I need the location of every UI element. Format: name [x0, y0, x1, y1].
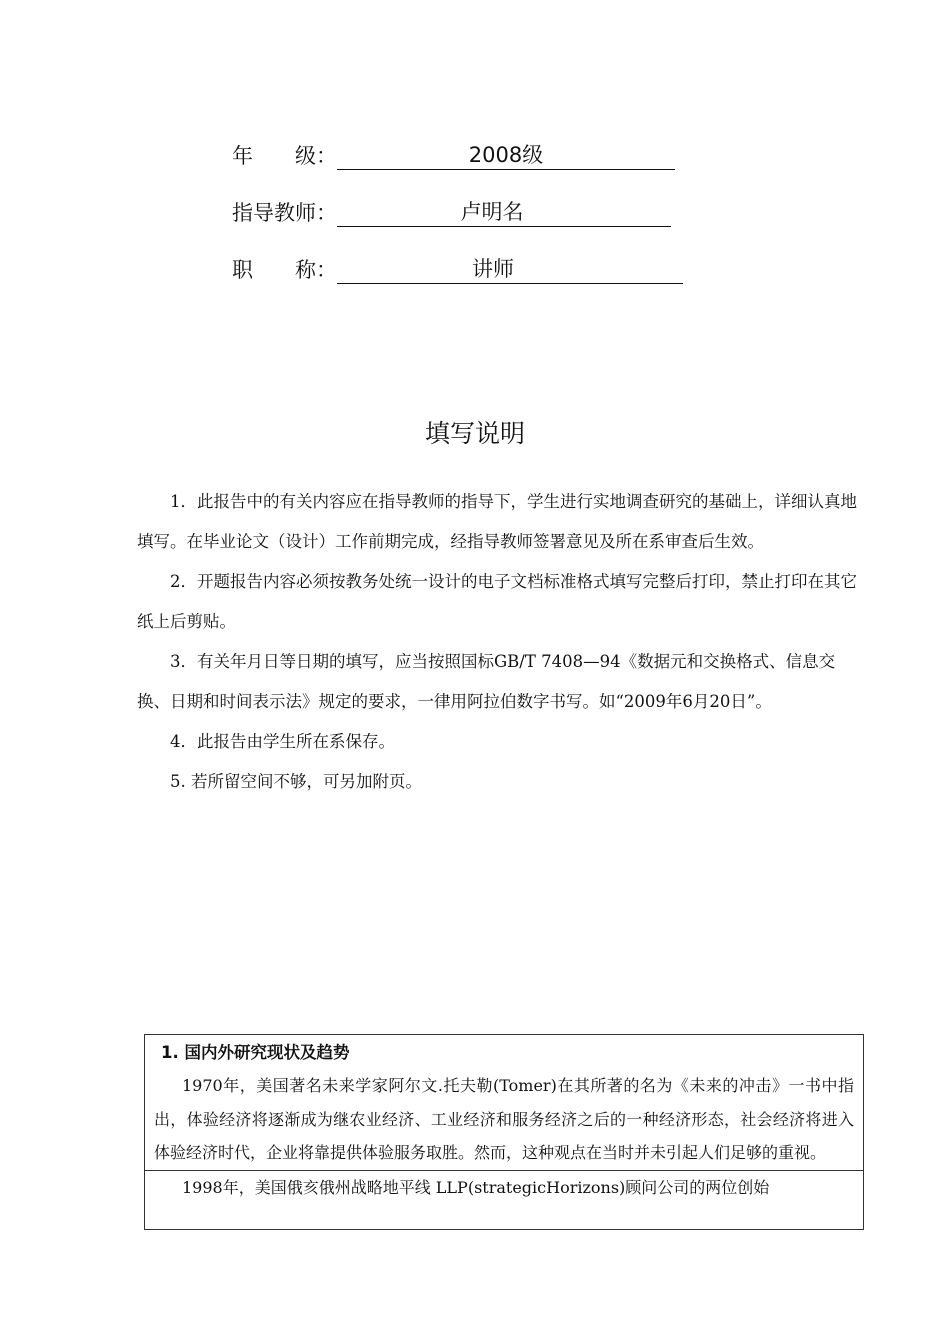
- instruction-item: 1．此报告中的有关内容应在指导教师的指导下，学生进行实地调查研究的基础上，详细认真地填写。在毕业论文（设计）工作前期完成，经指导教师签署意见及所在系审查后生效。: [137, 492, 857, 551]
- section-paragraph: 1970年，美国著名未来学家阿尔文.托夫勒(Tomer)在其所著的名为《未来的冲击》一书中指出，体验经济将逐渐成为继农业经济、工业经济和服务经济之后的一种经济形态，社会经济将进入体验经济时代，企业将靠提供体验服务取胜。然而，这种观点在当时并未引起人们足够的重视。: [154, 1076, 854, 1162]
- section-heading: 1. 国内外研究现状及趋势: [161, 1043, 350, 1062]
- field-grade-line: [337, 141, 675, 170]
- field-grade: [232, 138, 675, 170]
- field-title-value: 讲师: [472, 257, 514, 281]
- instruction-item: 2．开题报告内容必须按教务处统一设计的电子文档标准格式填写完整后打印，禁止打印在其它纸上后剪贴。: [137, 572, 857, 631]
- field-advisor-line: [337, 198, 671, 227]
- field-advisor-value: 卢明名: [460, 200, 524, 224]
- instructions-list: [137, 482, 857, 802]
- field-advisor-label: 指导教师：: [232, 201, 337, 225]
- instruction-item: 3．有关年月日等日期的填写，应当按照国标GB/T 7408—94《数据元和交换格式、信息交换、日期和时间表示法》规定的要求，一律用阿拉伯数字书写。如“2009年6月20日”。: [137, 652, 836, 711]
- research-status-box: [144, 1034, 864, 1230]
- field-title: [232, 252, 683, 284]
- field-grade-label: 年 级：: [232, 144, 337, 168]
- section-body: [154, 1069, 854, 1204]
- field-title-label: 职 称：: [232, 258, 337, 282]
- field-title-line: [337, 255, 683, 284]
- instructions-title: 填写说明: [424, 419, 525, 448]
- field-advisor: [232, 195, 671, 227]
- instruction-item: 4．此报告由学生所在系保存。: [170, 732, 395, 751]
- section-paragraph: 1998年，美国俄亥俄州战略地平线 LLP(strategicHorizons)顾问公司的两位创始: [182, 1177, 770, 1197]
- instruction-item: 5. 若所留空间不够，可另加附页。: [170, 772, 422, 791]
- field-grade-value: 2008级: [468, 143, 544, 167]
